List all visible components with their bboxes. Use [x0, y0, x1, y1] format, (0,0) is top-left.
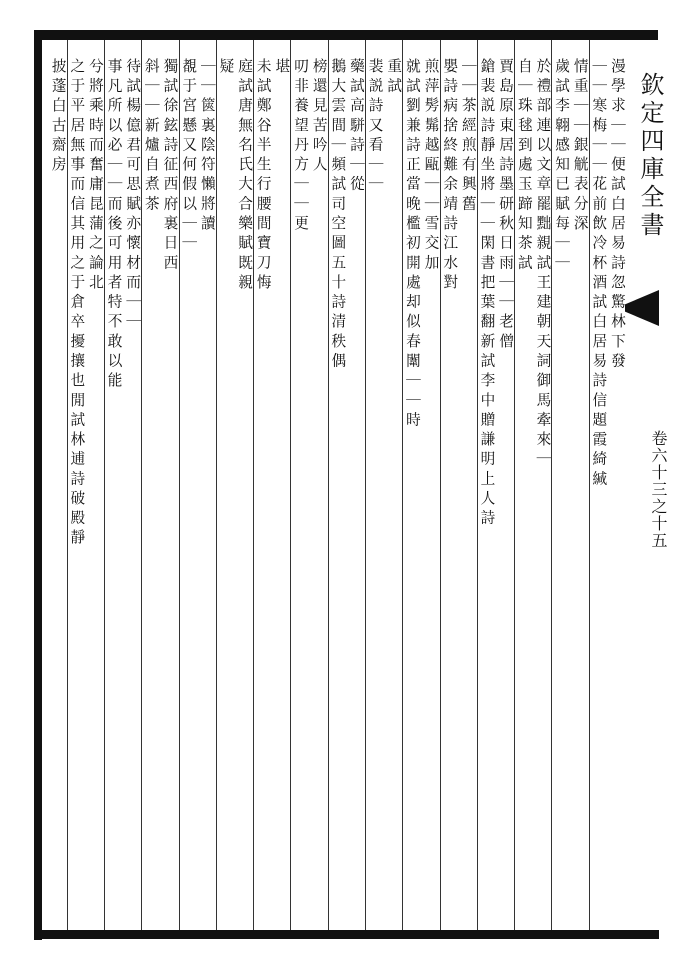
text-column: 獨試徐鉉詩征西府裏日西 — [161, 58, 179, 275]
text-column: 庭試唐無名氏大合樂賦既親 — [236, 58, 254, 294]
text-column: 疑 — [217, 58, 235, 78]
text-column: 兮將乘時而奮庸昆蒲之論北 — [86, 58, 104, 294]
text-column: ｜｜茶經煎有興舊 — [459, 58, 477, 216]
text-column: 斜｜｜新爐自煮茶 — [142, 58, 160, 216]
text-column: 漫學求｜｜便試白居易詩忽驚林下發 — [608, 58, 626, 373]
text-column: 覩于宮懸又何假以｜｜ — [180, 58, 198, 255]
column-rule — [216, 40, 217, 930]
text-column: 叨非養望丹方｜｜更 — [292, 58, 310, 235]
column-rule — [104, 40, 105, 930]
page-border-left — [34, 30, 42, 940]
text-column: 裴説詩又看｜｜ — [366, 58, 384, 196]
text-column: ｜｜寒梅｜｜花前飲冷杯酒試白居易詩信題霞綺緘 — [590, 58, 608, 491]
page-border-bottom — [34, 930, 659, 939]
volume-label: 卷六十三之十五 — [649, 430, 668, 549]
text-column: 煎萍髣髴越甌｜｜雪交加 — [422, 58, 440, 275]
text-column: 藥試高駢詩｜從 — [347, 58, 365, 196]
column-rule — [67, 40, 68, 930]
book-title: 欽定四庫全書 — [636, 72, 664, 240]
text-column: 待試楊億君可思賦亦懷材而｜｜ — [124, 58, 142, 333]
text-column: 於禮部連以文章罷黜親試王建朝天詞御馬牽來｜ — [534, 58, 552, 471]
text-column: 未試鄭谷半生行腰間寶刀悔 — [254, 58, 272, 294]
text-column: 就試劉兼詩正當晚檻初開處却似春闈｜｜時 — [403, 58, 421, 432]
text-column: 重試 — [385, 58, 403, 98]
column-rule — [328, 40, 329, 930]
column-rule — [477, 40, 478, 930]
column-rule — [253, 40, 254, 930]
text-column: ｜｜篋裏陰符懶將讀 — [198, 58, 216, 235]
text-column: 嬰詩病捨終難余靖詩江水對 — [441, 58, 459, 294]
column-rule — [365, 40, 366, 930]
text-column: 堪 — [273, 58, 291, 78]
column-rule — [589, 40, 590, 930]
column-rule — [514, 40, 515, 930]
fish-tail-mark-icon — [625, 290, 659, 326]
text-column: 歲試李翺感知已賦每｜｜ — [553, 58, 571, 275]
text-column: 情重｜｜銀觥表分深 — [571, 58, 589, 235]
text-column: 之于平居無事而信其用之于倉卒擾攘也閒試林逋詩破殿靜 — [68, 58, 86, 549]
text-column: 賈島原東居詩墨研秋日雨｜｜老僧 — [497, 58, 515, 353]
text-column: 榜還見苦吟人 — [310, 58, 328, 176]
page-border-top — [38, 30, 658, 40]
text-column: 自｜珠毬到處玉蹄知茶試 — [515, 58, 533, 275]
text-column: 鎗裴説詩靜坐將｜｜閑書把葉翻新試李中贈謙明上人詩 — [478, 58, 496, 530]
text-column: 披蓬白古齋房 — [49, 58, 67, 176]
text-column: 事凡所以必｜｜而後可用者特不敢以能 — [105, 58, 123, 392]
column-rule — [440, 40, 441, 930]
text-column: 鵝大雲間｜頻試司空圖五十詩清秩偶 — [329, 58, 347, 373]
column-rule — [179, 40, 180, 930]
